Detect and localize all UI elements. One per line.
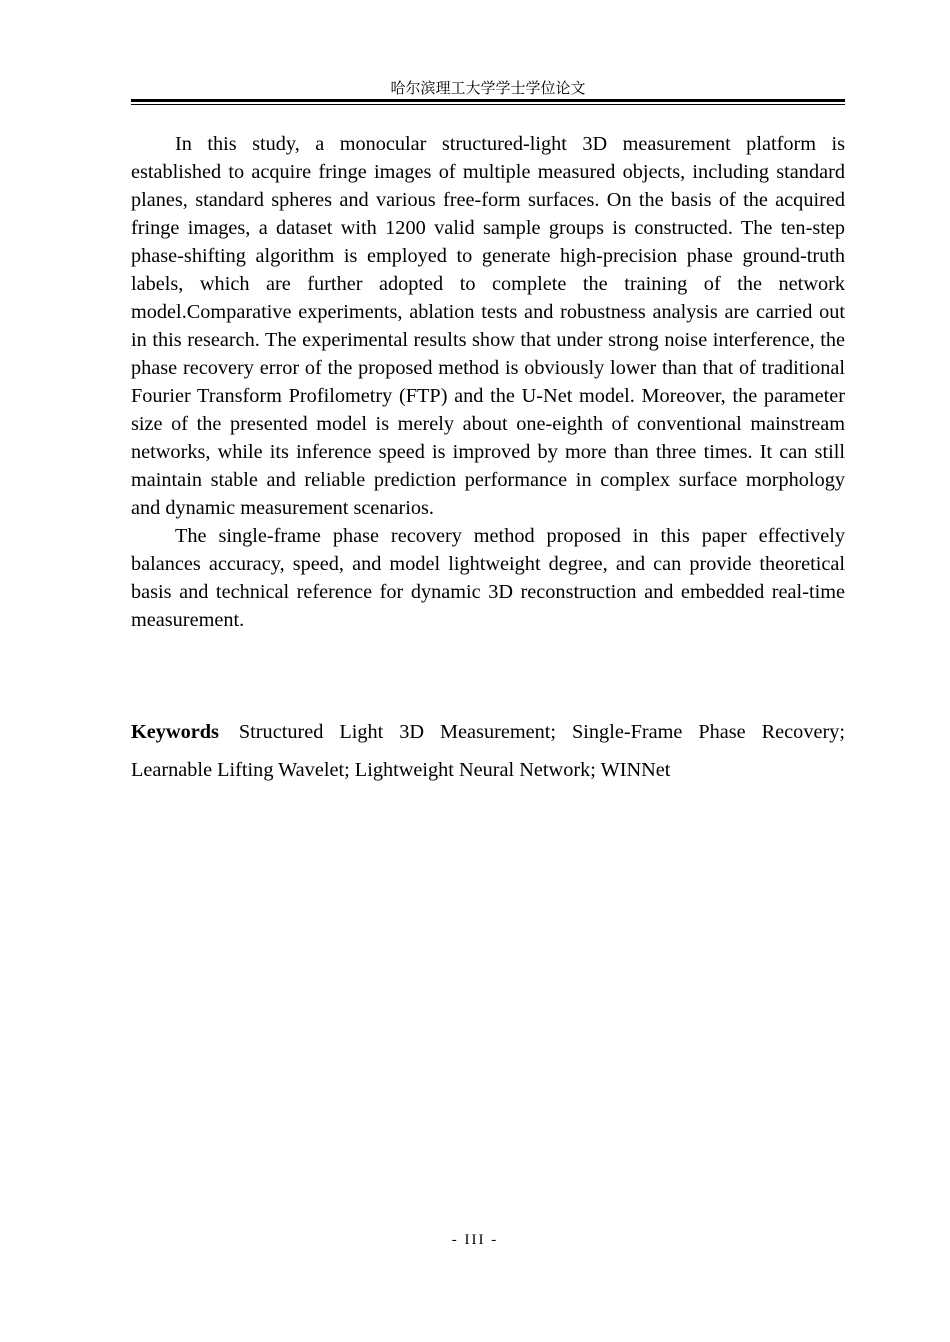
page-number: - III - xyxy=(451,1232,499,1248)
keywords-label: Keywords xyxy=(131,721,219,743)
header-rule-thin xyxy=(131,104,845,105)
keywords-text: Structured Light 3D Measurement; Single-Frame Phase Recovery; Learnable Lifting Wavelet; Lightweight Neural Network; WINNet xyxy=(131,721,845,781)
header-rule-thick xyxy=(131,99,845,102)
abstract-paragraph-1: In this study, a monocular structured-light 3D measurement platform is established to acquire fringe images of multiple measured objects, including standard planes, standard spheres and various free-form surfaces. On the basis of the acquired fringe images, a dataset with 1200 valid sample groups is constructed. The ten-step phase-shifting algorithm is employed to generate high-precision phase ground-truth labels, which are further adopted to complete the training of the network model.Comparative experiments, ablation tests and robustness analysis are carried out in this research. The experimental results show that under strong noise interference, the phase recovery error of the proposed method is obviously lower than that of traditional Fourier Transform Profilometry (FTP) and the U-Net model. Moreover, the parameter size of the presented model is merely about one-eighth of conventional mainstream networks, while its inference speed is improved by more than three times. It can still maintain stable and reliable prediction performance in complex surface morphology and dynamic measurement scenarios. xyxy=(131,133,845,519)
keywords-block xyxy=(131,713,845,789)
running-header-title: 哈尔滨理工大学学士学位论文 xyxy=(390,79,586,97)
abstract-paragraph-2: The single-frame phase recovery method proposed in this paper effectively balances accuracy, speed, and model lightweight degree, and can provide theoretical basis and technical reference for dynamic 3D reconstruction and embedded real-time measurement. xyxy=(131,525,845,631)
abstract-body xyxy=(131,130,845,634)
